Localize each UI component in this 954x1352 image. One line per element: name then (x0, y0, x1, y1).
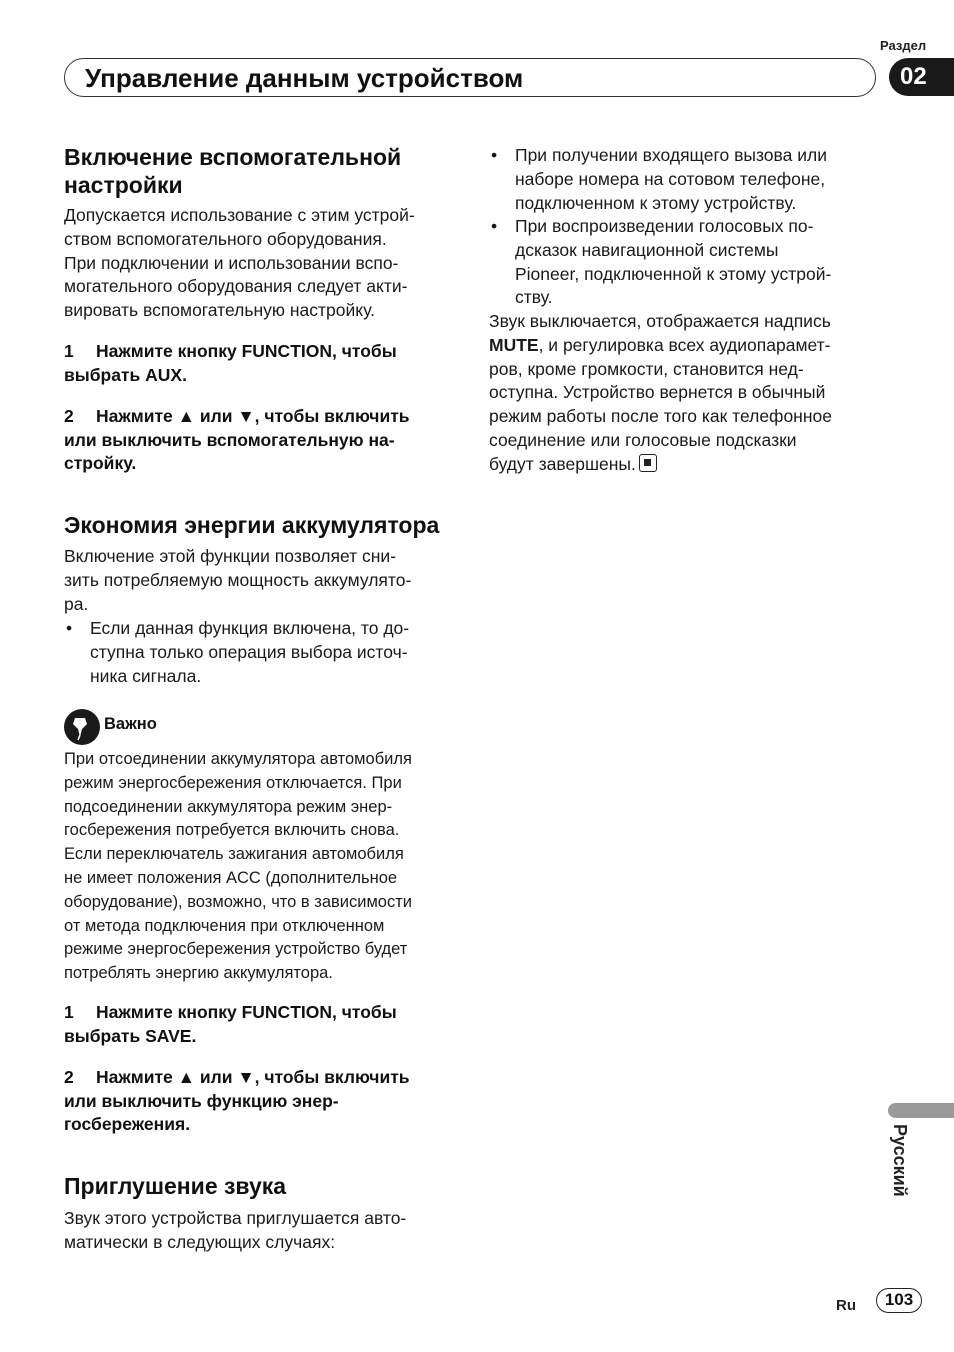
mute-bullet-incoming-call (489, 144, 827, 215)
important-label: Важно (104, 715, 157, 733)
text-line: режиме энергосбережения устройство будет (64, 940, 408, 959)
text-line: зить потребляемую мощность аккумулято- (64, 569, 412, 590)
aux-heading-line: Включение вспомогательной (64, 144, 402, 170)
step-text: госбережения. (64, 1114, 191, 1135)
text-line: Допускается использование с этим устрой- (64, 205, 415, 225)
page-number: 103 (876, 1288, 922, 1313)
step-text: или выключить функцию энер- (64, 1090, 339, 1111)
text-line: режим работы после того как телефонное (489, 406, 832, 427)
step-number: 2 (64, 1067, 74, 1087)
battery-paragraph (64, 545, 411, 616)
text-line: При подключении и использовании вспо- (64, 252, 399, 273)
step-text: или выключить вспомогательную на- (64, 429, 395, 450)
text-line: ров, кроме громкости, становится нед- (489, 358, 804, 379)
mute-indicator-text: MUTE (489, 334, 539, 355)
important-icon (64, 709, 100, 745)
text-line: При отсоединении аккумулятора автомобиля (64, 750, 412, 768)
step-text: стройку. (64, 453, 137, 474)
step-number: 1 (64, 341, 74, 361)
text-line: оборудование), возможно, что в зависимости (64, 892, 413, 911)
battery-bullet (64, 617, 409, 688)
step-text: Нажмите ▲ или ▼, чтобы включить (96, 406, 410, 426)
page-header (64, 58, 876, 97)
text-span: будут завершены. (489, 453, 636, 474)
battery-heading: Экономия энергии аккумулятора (64, 512, 440, 538)
text-span: , и регулировка всех аудиопарамет- (538, 334, 831, 355)
bullet-dot-icon: • (66, 618, 73, 638)
aux-step-1 (64, 340, 397, 387)
important-paragraph (64, 748, 412, 986)
language-label (880, 1124, 940, 1214)
page-title: Управление данным устройством (85, 63, 524, 93)
text-line: наборе номера на сотовом телефоне, (515, 168, 826, 189)
text-line: ника сигнала. (90, 665, 202, 686)
text-line: от метода подключения при отключенном (64, 916, 385, 935)
text-line: матически в следующих случаях: (64, 1231, 336, 1252)
bullet-dot-icon: • (491, 216, 498, 236)
text-line: госбережения потребуется включить снова. (64, 821, 400, 840)
mute-paragraph (64, 1207, 406, 1255)
mute-bullet-navigation (489, 215, 831, 310)
step-text: Нажмите кнопку FUNCTION, чтобы (96, 1002, 397, 1022)
text-line: режим энергосбережения отключается. При (64, 773, 402, 792)
step-number: 2 (64, 406, 74, 426)
text-line: ступна только операция выбора источ- (90, 641, 408, 662)
text-line: могательного оборудования следует акти- (64, 276, 408, 297)
section-label: Раздел (880, 38, 927, 53)
aux-paragraph (64, 204, 415, 323)
text-line: ству. (515, 287, 553, 308)
text-line: При воспроизведении голосовых по- (515, 216, 814, 236)
mute-result-paragraph (489, 310, 832, 477)
text-line: потреблять энергию аккумулятора. (64, 964, 333, 983)
text-line: Pioneer, подключенной к этому устрой- (515, 263, 832, 284)
text-line: Если данная функция включена, то до- (90, 618, 410, 638)
text-line: Звук выключается, отображается надпись (489, 311, 831, 331)
mute-heading: Приглушение звука (64, 1173, 287, 1199)
step-text: Нажмите ▲ или ▼, чтобы включить (96, 1067, 410, 1087)
step-text: выбрать SAVE. (64, 1025, 197, 1046)
text-line: подключенном к этому устройству. (515, 192, 797, 213)
text-line: ством вспомогательного оборудования. (64, 228, 387, 249)
text-line (489, 453, 832, 477)
section-number-badge: 02 (889, 58, 954, 96)
bullet-dot-icon: • (491, 145, 498, 165)
aux-heading (64, 143, 401, 199)
text-line: вировать вспомогательную настройку. (64, 300, 375, 321)
text-line: дсказок навигационной системы (515, 239, 779, 260)
text-line: соединение или голосовые подсказки (489, 429, 797, 450)
text-line: ра. (64, 593, 89, 614)
language-tab (888, 1103, 954, 1118)
step-number: 1 (64, 1002, 74, 1022)
text-line: При получении входящего вызова или (515, 145, 827, 165)
text-line: Звук этого устройства приглушается авто- (64, 1208, 407, 1228)
step-text: Нажмите кнопку FUNCTION, чтобы (96, 341, 397, 361)
end-of-section-icon (639, 454, 657, 472)
battery-step-2 (64, 1066, 410, 1137)
battery-step-1 (64, 1001, 397, 1048)
text-line: оступна. Устройство вернется в обычный (489, 382, 826, 403)
language-code: Ru (836, 1297, 856, 1314)
text-line: Включение этой функции позволяет сни- (64, 546, 397, 566)
aux-step-2 (64, 405, 410, 476)
text-line: подсоединении аккумулятора режим энер- (64, 797, 393, 816)
step-text: выбрать AUX. (64, 364, 187, 385)
text-line (489, 334, 832, 358)
text-line: не имеет положения ACC (дополнительное (64, 868, 398, 887)
language-text: Русский (890, 1124, 910, 1197)
text-line: Если переключатель зажигания автомобиля (64, 845, 404, 864)
aux-heading-line: настройки (64, 172, 183, 198)
